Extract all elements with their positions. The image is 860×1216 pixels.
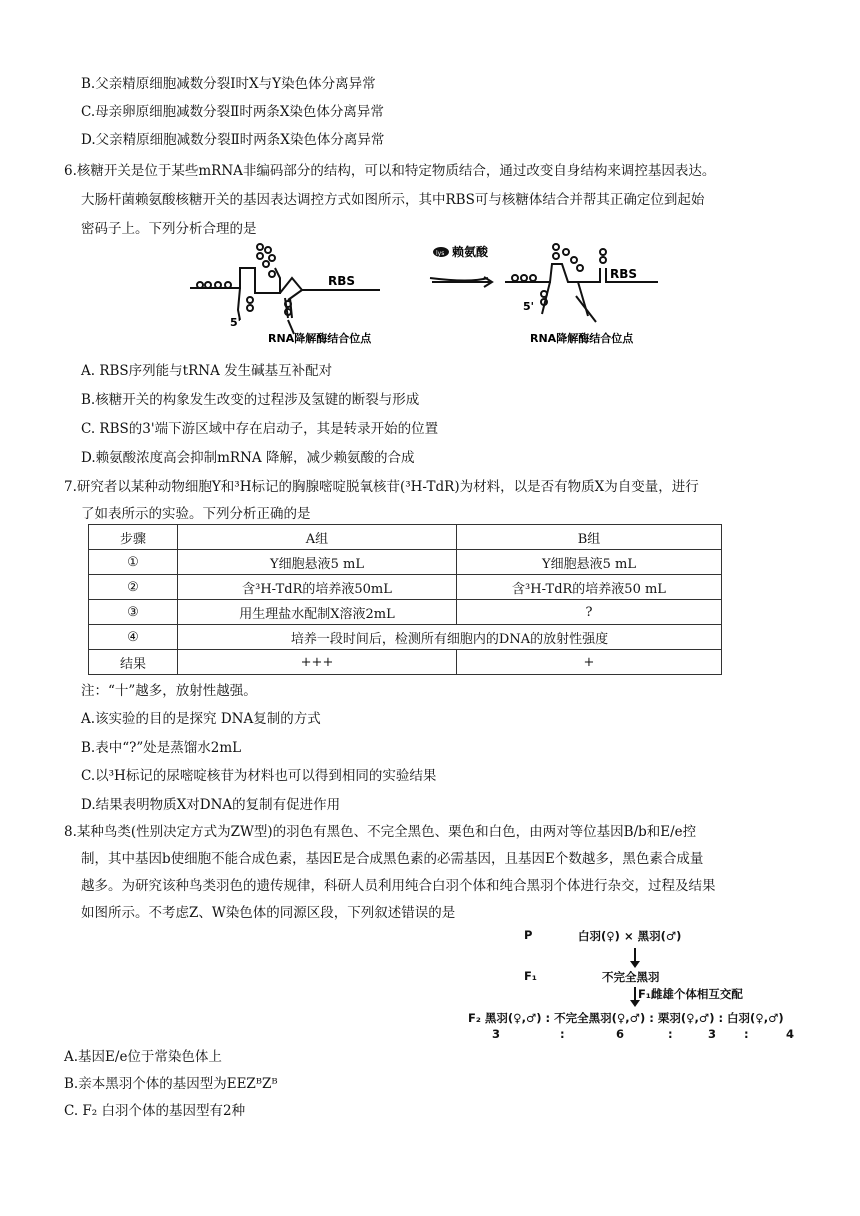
ratio-separator: : <box>560 1027 565 1041</box>
f1-intercross-label: F₁雌雄个体相互交配 <box>638 987 743 1001</box>
f2-phenotypes: F₂ 黑羽(♀,♂) : 不完全黑羽(♀,♂) : 栗羽(♀,♂) : 白羽(♀,♂) <box>468 1011 784 1025</box>
riboswitch-off-state <box>190 244 380 334</box>
left-rna-site-label: RNA降解酶结合位点 <box>268 332 372 345</box>
q7-stem-line2: 了如表所示的实验。下列分析正确的是 <box>81 506 311 522</box>
right-5prime-label: 5' <box>523 300 535 313</box>
lysine-label: 赖氨酸 <box>452 245 489 259</box>
table-cell: 培养一段时间后，检测所有细胞内的DNA的放射性强度 <box>178 625 722 650</box>
q8-option-a: A.基因E/e位于常染色体上 <box>64 1049 222 1065</box>
riboswitch-figure <box>180 238 660 350</box>
table-header-cell: 步骤 <box>89 525 178 550</box>
ratio-value: 3 <box>708 1027 717 1041</box>
q7-stem-line1: 7.研究者以某种动物细胞Y和³H标记的胸腺嘧啶脱氧核苷(³H-TdR)为材料，以是否有物质X为自变量，进行 <box>64 479 699 495</box>
f1-phenotype: 不完全黑羽 <box>602 970 660 984</box>
experiment-table <box>88 524 722 675</box>
q7-note: 注：“十”越多，放射性越强。 <box>81 683 257 699</box>
q7-option-c: C.以³H标记的尿嘧啶核苷为材料也可以得到相同的实验结果 <box>81 768 437 784</box>
right-rbs-label: RBS <box>610 267 638 281</box>
cross-diagram <box>468 926 798 1046</box>
q8-stem-line4: 如图所示。不考虑Z、W染色体的同源区段，下列叙述错误的是 <box>81 905 456 921</box>
table-row <box>89 550 722 575</box>
table-row <box>89 625 722 650</box>
q6-stem-line2: 大肠杆菌赖氨酸核糖开关的基因表达调控方式如图所示，其中RBS可与核糖体结合并帮其正确定位到起始 <box>81 192 705 208</box>
table-cell: ? <box>457 600 722 625</box>
ratio-value: 6 <box>616 1027 625 1041</box>
left-rbs-label: RBS <box>328 274 356 288</box>
lys-circle-text: lys <box>436 250 445 257</box>
p-cross-text: 白羽(♀) × 黑羽(♂) <box>578 929 682 943</box>
table-cell: 含³H-TdR的培养液50mL <box>178 575 457 600</box>
table-row <box>89 575 722 600</box>
q5-option-c: C.母亲卵原细胞减数分裂Ⅱ时两条X染色体分离异常 <box>81 104 384 120</box>
q8-stem-line3: 越多。为研究该种鸟类羽色的遗传规律，科研人员利用纯合白羽个体和纯合黑羽个体进行杂交，过程及结果 <box>81 878 716 894</box>
table-header-cell: B组 <box>457 525 722 550</box>
table-cell: ② <box>89 575 178 600</box>
q6-option-b: B.核糖开关的构象发生改变的过程涉及氢键的断裂与形成 <box>81 392 420 408</box>
q8-stem-line2: 制，其中基因b使细胞不能合成色素，基因E是合成黑色素的必需基因，且基因E个数越多，黑色素合成量 <box>81 851 704 867</box>
arrow-down-icon <box>630 961 640 968</box>
q8-stem-line1: 8.某种鸟类(性别决定方式为ZW型)的羽色有黑色、不完全黑色、栗色和白色，由两对等位基因B/b和E/e控 <box>64 824 697 840</box>
table-cell: 结果 <box>89 650 178 675</box>
table-cell: + <box>457 650 722 675</box>
table-row <box>89 600 722 625</box>
q6-option-d: D.赖氨酸浓度高会抑制mRNA 降解，减少赖氨酸的合成 <box>81 450 415 466</box>
q5-option-b: B.父亲精原细胞减数分裂Ⅰ时X与Y染色体分离异常 <box>81 76 376 92</box>
q8-option-c: C. F₂ 白羽个体的基因型有2种 <box>64 1103 246 1119</box>
table-cell: ① <box>89 550 178 575</box>
f1-label: F₁ <box>524 969 537 983</box>
table-cell: 含³H-TdR的培养液50 mL <box>457 575 722 600</box>
q6-stem-line1: 6.核糖开关是位于某些mRNA非编码部分的结构，可以和特定物质结合，通过改变自身结构来调控基因表达。 <box>64 163 716 179</box>
q7-option-a: A.该实验的目的是探究 DNA复制的方式 <box>81 711 321 727</box>
q5-option-d: D.父亲精原细胞减数分裂Ⅱ时两条X染色体分离异常 <box>81 132 385 148</box>
q6-stem-line3: 密码子上。下列分析合理的是 <box>81 221 257 237</box>
left-5prime-label: 5' <box>230 316 242 329</box>
lysine-arrow <box>430 277 492 287</box>
ratio-value: 4 <box>786 1027 795 1041</box>
table-cell: +++ <box>178 650 457 675</box>
ratio-separator: : <box>668 1027 673 1041</box>
right-rna-site-label: RNA降解酶结合位点 <box>530 332 634 345</box>
ratio-value: 3 <box>492 1027 501 1041</box>
table-cell: Y细胞悬液5 mL <box>457 550 722 575</box>
table-cell: Y细胞悬液5 mL <box>178 550 457 575</box>
table-row <box>89 650 722 675</box>
ratio-separator: : <box>744 1027 749 1041</box>
table-cell: 用生理盐水配制X溶液2mL <box>178 600 457 625</box>
q6-option-a: A. RBS序列能与tRNA 发生碱基互补配对 <box>81 363 333 379</box>
q6-option-c: C. RBS的3'端下游区域中存在启动子，其是转录开始的位置 <box>81 421 439 437</box>
table-cell: ③ <box>89 600 178 625</box>
q7-option-b: B.表中“?”处是蒸馏水2mL <box>81 740 242 756</box>
table-header-cell: A组 <box>178 525 457 550</box>
p-label: P <box>524 928 533 942</box>
table-header-row <box>89 525 722 550</box>
q8-option-b: B.亲本黑羽个体的基因型为EEZᴮZᴮ <box>64 1076 278 1092</box>
q7-option-d: D.结果表明物质X对DNA的复制有促进作用 <box>81 797 341 813</box>
table-cell: ④ <box>89 625 178 650</box>
